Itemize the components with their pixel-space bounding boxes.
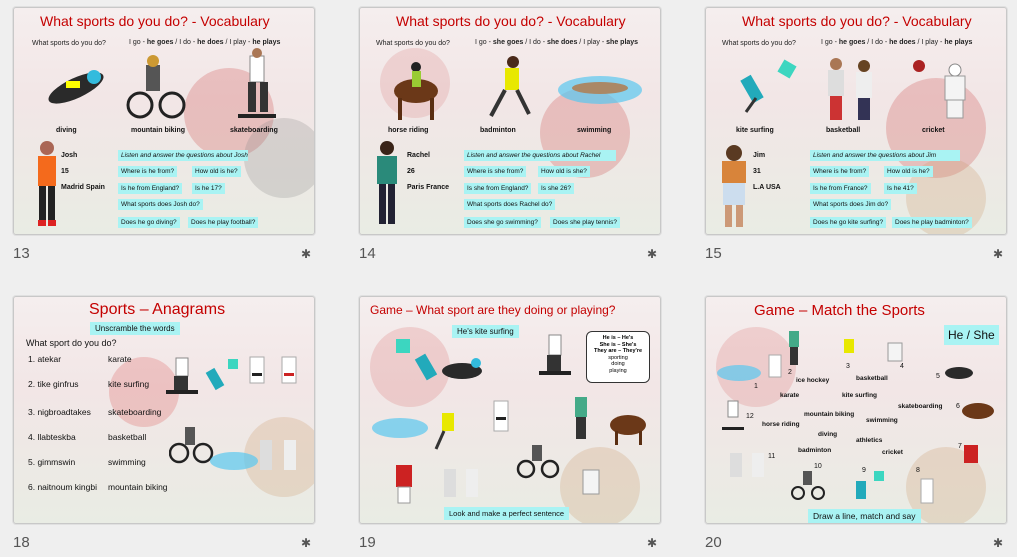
- question-box: Is he from England?: [118, 183, 182, 194]
- callout-line: sporting: [608, 354, 628, 361]
- verbs-line: I go - he goes / I do - he does / I play - he plays: [129, 39, 281, 46]
- anagram-word: atekar: [37, 354, 62, 364]
- instruction-box: Listen and answer the questions about Rachel: [464, 150, 616, 161]
- match-number: 10: [814, 463, 822, 470]
- slide-14[interactable]: [359, 7, 661, 235]
- sport-label: badminton: [480, 127, 516, 134]
- match-number: 4: [900, 363, 904, 370]
- anagram-word: llabteskba: [37, 432, 76, 442]
- anagram-number: 4.: [28, 432, 38, 442]
- anagram-answer: mountain biking: [108, 482, 168, 492]
- person-age: 15: [61, 168, 69, 175]
- badminton-player-image: [485, 54, 535, 120]
- question-box: How old is she?: [538, 166, 590, 177]
- basketball-players-image: [724, 447, 770, 483]
- slide-number: 15: [705, 245, 722, 262]
- slide-thumbnail-20[interactable]: [705, 296, 1007, 551]
- ice-hockey-player-image: [956, 439, 986, 475]
- match-number: 12: [746, 413, 754, 420]
- diver-image: [36, 63, 108, 118]
- grammar-callout: [586, 331, 650, 383]
- anagram-answer: karate: [108, 354, 132, 364]
- horse-rider-image: [386, 53, 446, 123]
- match-number: 11: [768, 453, 776, 460]
- slide-19[interactable]: [359, 296, 661, 524]
- match-number: 5: [936, 373, 940, 380]
- sport-label: skateboarding: [230, 127, 278, 134]
- sport-label: mountain biking: [131, 127, 186, 134]
- he-she-label: He / She: [944, 325, 999, 345]
- match-number: 2: [788, 369, 792, 376]
- slide-thumbnail-15[interactable]: [705, 7, 1007, 262]
- question-text: What sports do you do?: [32, 40, 106, 47]
- anagram-word: nigbroadtakes: [37, 407, 91, 417]
- skateboarder-image: [720, 397, 746, 433]
- athlete-image: [566, 389, 596, 443]
- anagram-number: 3.: [28, 407, 38, 417]
- match-word[interactable]: diving: [818, 431, 838, 438]
- anagram-scrambled: [28, 379, 79, 389]
- slide-title: What sports do you do? - Vocabulary: [742, 13, 972, 29]
- question-box: Where is he from?: [810, 166, 869, 177]
- slide-number: 19: [359, 534, 376, 551]
- mountain-biker-image: [516, 437, 560, 479]
- question-box: Does he go kite surfing?: [810, 217, 886, 228]
- anagram-number: 6.: [28, 482, 38, 492]
- match-word[interactable]: karate: [780, 392, 800, 399]
- match-number: 8: [916, 467, 920, 474]
- cricket-player-image: [878, 337, 914, 367]
- match-word[interactable]: kite surfing: [842, 392, 878, 399]
- person-name: Josh: [61, 152, 78, 159]
- question-box: How old is he?: [884, 166, 933, 177]
- star-icon[interactable]: ✱: [647, 247, 658, 261]
- match-word[interactable]: swimming: [866, 417, 898, 424]
- slide-thumbnail-13[interactable]: [13, 7, 315, 262]
- anagram-word: gimmswin: [37, 457, 76, 467]
- callout-line: She is – She's: [599, 341, 637, 348]
- slide-20[interactable]: [705, 296, 1007, 524]
- slide-number: 18: [13, 534, 30, 551]
- question-box: Is he from France?: [810, 183, 871, 194]
- anagram-scrambled: [28, 457, 75, 467]
- callout-line: doing: [611, 361, 625, 367]
- diver-image: [944, 361, 974, 383]
- question-box: Does he play badminton?: [892, 217, 972, 228]
- question-box: Does he play football?: [188, 217, 258, 228]
- anagram-answer: swimming: [108, 457, 146, 467]
- anagram-answer: kite surfing: [108, 379, 150, 389]
- question-box: Does she go swimming?: [464, 217, 541, 228]
- anagram-scrambled: [28, 482, 97, 492]
- badminton-player-image: [430, 405, 465, 453]
- kite-surfer-image: [204, 357, 244, 397]
- instruction-banner: Unscramble the words: [90, 322, 180, 335]
- question-box: Is he 17?: [192, 183, 225, 194]
- question-text: What sports do you do?: [722, 40, 796, 47]
- question-box: How old is he?: [192, 166, 241, 177]
- person-place: Madrid Spain: [61, 184, 105, 191]
- mountain-biker-image: [790, 465, 826, 501]
- anagram-number: 1.: [28, 354, 38, 364]
- match-number: 3: [846, 363, 850, 370]
- match-word[interactable]: cricket: [882, 449, 903, 456]
- question-box: What sports does Jim do?: [810, 199, 891, 210]
- slide-number: 14: [359, 245, 376, 262]
- person-age: 31: [753, 168, 761, 175]
- swimmer-image: [370, 415, 430, 441]
- question-box: Is she from England?: [464, 183, 531, 194]
- match-number: 9: [862, 467, 866, 474]
- verbs-line: I go - she goes / I do - she does / I play - she plays: [475, 39, 639, 46]
- match-number: 1: [754, 383, 758, 390]
- verbs-line: I go - he goes / I do - he does / I play - he plays: [821, 39, 973, 46]
- person-place: L.A USA: [753, 184, 781, 191]
- question-text: What sport do you do?: [26, 338, 117, 348]
- ice-hockey-player-image: [386, 457, 422, 507]
- match-word[interactable]: skateboarding: [898, 403, 943, 410]
- star-icon[interactable]: ✱: [647, 536, 658, 550]
- match-word[interactable]: basketball: [856, 375, 888, 382]
- person-name: Rachel: [407, 152, 430, 159]
- star-icon[interactable]: ✱: [301, 536, 312, 550]
- slide-18[interactable]: [13, 296, 315, 524]
- callout-line: playing: [609, 367, 627, 374]
- anagram-scrambled: [28, 432, 76, 442]
- anagram-word: tike ginfrus: [37, 379, 79, 389]
- horse-rider-image: [958, 391, 998, 425]
- match-word[interactable]: mountain biking: [804, 411, 855, 418]
- person-place: Paris France: [407, 184, 450, 191]
- question-box: Does he go diving?: [118, 217, 180, 228]
- slide-thumbnail-14[interactable]: [359, 7, 661, 262]
- example-sentence: He's kite surfing: [452, 325, 519, 338]
- match-word[interactable]: badminton: [798, 447, 832, 454]
- diver-image: [440, 353, 485, 388]
- anagram-scrambled: [28, 407, 91, 417]
- match-number: 6: [956, 403, 960, 410]
- swimmer-image: [555, 68, 645, 108]
- anagram-scrambled: [28, 354, 61, 364]
- instruction-box: Listen and answer the questions about Josh: [118, 150, 248, 161]
- sport-label: horse riding: [388, 127, 429, 134]
- slide-thumbnail-19[interactable]: [359, 296, 661, 551]
- star-icon[interactable]: ✱: [301, 247, 312, 261]
- slide-15[interactable]: [705, 7, 1007, 235]
- person-image: [716, 143, 752, 231]
- swimmer-image: [209, 449, 259, 471]
- skateboarder-image: [162, 352, 202, 397]
- kite-surfer-image: [850, 469, 890, 503]
- callout-line: They are – They're: [593, 348, 643, 354]
- match-word[interactable]: ice hockey: [796, 377, 830, 384]
- basketball-players-image: [438, 463, 484, 503]
- karate-fighter-image: [912, 473, 942, 507]
- slide-number: 20: [705, 534, 722, 551]
- question-box: Is she 26?: [538, 183, 574, 194]
- question-box: What sports does Rachel do?: [464, 199, 555, 210]
- slide-title: What sports do you do? - Vocabulary: [40, 13, 270, 29]
- slide-13[interactable]: [13, 7, 315, 235]
- slide-title: Sports – Anagrams: [89, 301, 226, 318]
- mountain-biker-image: [126, 53, 186, 121]
- karate-fighters-image: [244, 349, 308, 397]
- badminton-player-image: [834, 333, 864, 367]
- sport-label: kite surfing: [736, 127, 774, 134]
- anagram-answer: skateboarding: [108, 407, 162, 417]
- instruction-box: Listen and answer the questions about Jim: [810, 150, 960, 161]
- karate-fighter-image: [482, 393, 522, 443]
- basketball-players-image: [254, 432, 304, 477]
- karate-fighter-image: [762, 349, 788, 381]
- sport-label: basketball: [826, 127, 861, 134]
- callout-line: He is – He's: [602, 335, 634, 341]
- question-box: What sports does Josh do?: [118, 199, 203, 210]
- anagram-word: naitnoum kingbi: [37, 482, 97, 492]
- person-age: 26: [407, 168, 415, 175]
- slide-title: Game – What sport are they doing or playing?: [370, 303, 616, 317]
- instruction-banner: Draw a line, match and say: [808, 509, 921, 523]
- question-text: What sports do you do?: [376, 40, 450, 47]
- anagram-answer: basketball: [108, 432, 147, 442]
- sport-label: swimming: [577, 127, 612, 134]
- slide-number: 13: [13, 245, 30, 262]
- skateboarder-image: [535, 329, 575, 379]
- anagram-number: 2.: [28, 379, 38, 389]
- cricket-player-image: [565, 462, 615, 504]
- cricket-player-image: [911, 58, 981, 123]
- question-box: Where is she from?: [464, 166, 526, 177]
- match-word[interactable]: horse riding: [762, 421, 800, 428]
- kite-surfer-image: [736, 58, 801, 118]
- question-box: Is he 41?: [884, 183, 917, 194]
- basketball-players-image: [816, 56, 886, 126]
- swimmer-image: [716, 363, 762, 383]
- sport-label: cricket: [922, 127, 945, 134]
- mountain-biker-image: [169, 419, 214, 464]
- question-box: Does she play tennis?: [550, 217, 620, 228]
- skateboarder-image: [234, 48, 279, 123]
- sport-label: diving: [56, 127, 77, 134]
- instruction-banner: Look and make a perfect sentence: [444, 507, 569, 520]
- slide-title: What sports do you do? - Vocabulary: [396, 13, 626, 29]
- star-icon[interactable]: ✱: [993, 247, 1004, 261]
- kite-surfer-image: [390, 337, 445, 387]
- person-name: Jim: [753, 152, 766, 159]
- match-word[interactable]: athletics: [856, 437, 883, 444]
- star-icon[interactable]: ✱: [993, 536, 1004, 550]
- horse-rider-image: [605, 395, 651, 445]
- slide-thumbnail-18[interactable]: [13, 296, 315, 551]
- person-image: [34, 140, 60, 228]
- person-image: [372, 140, 402, 230]
- match-number: 7: [958, 443, 962, 450]
- anagram-number: 5.: [28, 457, 38, 467]
- question-box: Where is he from?: [118, 166, 177, 177]
- slide-title: Game – Match the Sports: [754, 302, 925, 319]
